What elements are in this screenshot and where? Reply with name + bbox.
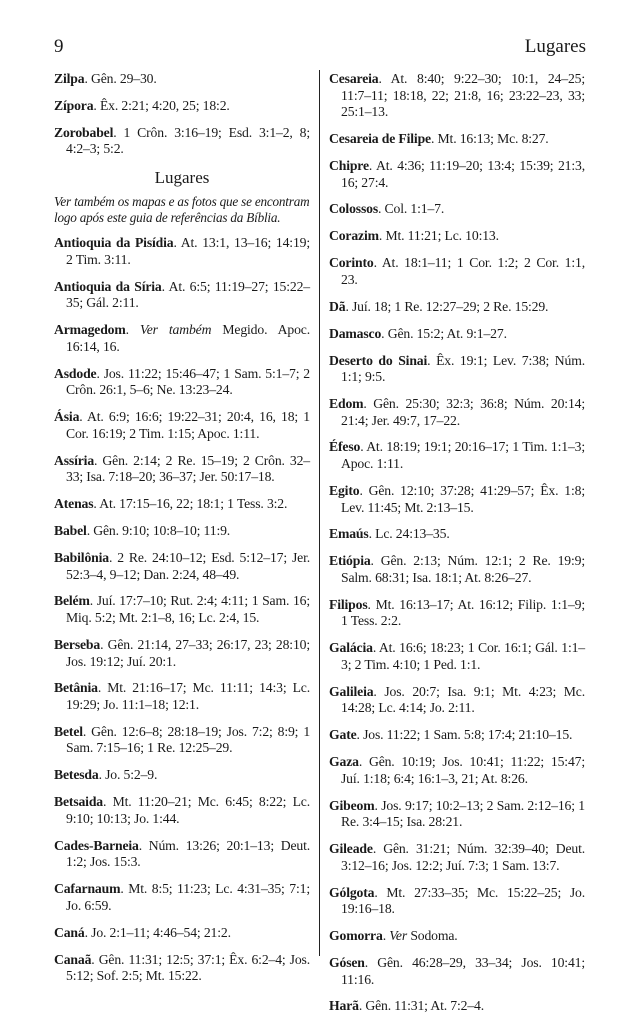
entry: Cesareia. At. 8:40; 9:22–30; 10:1, 24–25; 11:7–11; 18:18, 22; 21:8, 16; 23:22–23, 33; 25:1–13. bbox=[329, 71, 585, 120]
entry-refs: Gên. 12:6–8; 28:18–19; Jos. 7:2; 8:9; 1 Sam. 7:15–16; 1 Re. 12:25–29. bbox=[66, 723, 311, 756]
entry-refs: 2 Re. 24:10–12; Esd. 5:12–17; Jer. 52:3–4, 9–12; Dan. 2:24, 48–49. bbox=[66, 549, 310, 582]
entry-refs: At. 6:9; 16:6; 19:22–31; 20:4, 16, 18; 1 Cor. 16:19; 2 Tim. 1:15; Apoc. 1:11. bbox=[66, 409, 310, 441]
entry-refs: Êx. 2:21; 4:20, 25; 18:2. bbox=[99, 97, 230, 113]
entry-refs: Gên. 29–30. bbox=[91, 71, 157, 86]
entry: Babel. Gên. 9:10; 10:8–10; 11:9. bbox=[54, 523, 231, 539]
entry: Berseba. Gên. 21:14, 27–33; 26:17, 23; 28:10; Jos. 19:12; Juí. 20:1. bbox=[54, 636, 310, 669]
entry: Zípora. Êx. 2:21; 4:20, 25; 18:2. bbox=[54, 97, 230, 113]
right-entries-b bbox=[329, 955, 585, 1015]
entry: Filipos. Mt. 16:13–17; At. 16:12; Filip. 1:1–9; 1 Tess. 2:2. bbox=[329, 596, 585, 629]
section-intro: Ver também os mapas e as fotos que se encontram logo após este guia de referências da Bíblia. bbox=[54, 194, 310, 226]
entry-term: Corazim bbox=[329, 228, 379, 244]
entry-refs: Gên. 15:2; At. 9:1–27. bbox=[387, 325, 507, 341]
entry-term: Armagedom bbox=[54, 322, 126, 338]
entry: Emaús. Lc. 24:13–35. bbox=[329, 526, 450, 542]
entry-refs: At. 18:1–11; 1 Cor. 1:2; 2 Cor. 1:1, 23. bbox=[341, 255, 585, 287]
entry-term: Corinto bbox=[329, 255, 374, 271]
entry-refs: 1 Crôn. 3:16–19; Esd. 3:1–2, 8; 4:2–3; 5:2. bbox=[66, 124, 310, 157]
entry-term: Emaús bbox=[329, 526, 369, 542]
entry-refs: Gên. 2:13; Núm. 12:1; 2 Re. 19:9; Salm. 68:31; Isa. 18:1; At. 8:26–27. bbox=[341, 553, 585, 585]
entry-term: Gósen bbox=[329, 954, 365, 970]
entry-refs: Jo. 5:2–9. bbox=[105, 767, 158, 783]
entry-term: Egito bbox=[329, 482, 360, 498]
entry-term: Edom bbox=[329, 395, 364, 411]
entry: Antioquia da Síria. At. 6:5; 11:19–27; 15:22–35; Gál. 2:11. bbox=[54, 278, 310, 311]
entry: Cafarnaum. Mt. 8:5; 11:23; Lc. 4:31–35; 7:1; Jo. 6:59. bbox=[54, 881, 310, 913]
entry-refs: Mt. 11:20–21; Mc. 6:45; 8:22; Lc. 9:10; 10:13; Jo. 1:44. bbox=[66, 794, 310, 826]
entry-refs: At. 4:36; 11:19–20; 13:4; 15:39; 21:3, 16; 27:4. bbox=[341, 157, 585, 190]
entry-term: Zípora bbox=[54, 97, 94, 113]
entry-refs: Núm. 13:26; 20:1–13; Deut. 1:2; Jos. 15:3. bbox=[66, 837, 310, 870]
running-title: Lugares bbox=[524, 36, 586, 57]
entry: Harã. Gên. 11:31; At. 7:2–4. bbox=[329, 998, 484, 1014]
entry: Etiópia. Gên. 2:13; Núm. 12:1; 2 Re. 19:9; Salm. 68:31; Isa. 18:1; At. 8:26–27. bbox=[329, 553, 585, 585]
entry: Corazim. Mt. 11:21; Lc. 10:13. bbox=[329, 228, 499, 244]
entry: Cesareia de Filipe. Mt. 16:13; Mc. 8:27. bbox=[329, 131, 549, 147]
entry-term: Éfeso bbox=[329, 439, 361, 455]
left-entries-b bbox=[54, 366, 310, 985]
entry-term: Cades-Barneia bbox=[54, 837, 139, 853]
entry-term: Damasco bbox=[329, 325, 382, 341]
entry-term: Galácia bbox=[329, 640, 373, 656]
entry-term: Zilpa bbox=[54, 71, 85, 86]
entry: Gósen. Gên. 46:28–29, 33–34; Jos. 10:41; 11:16. bbox=[329, 954, 586, 987]
entry-term: Asdode bbox=[54, 365, 97, 381]
entry: Antioquia da Pisídia. At. 13:1, 13–16; 14:19; 2 Tim. 3:11. bbox=[54, 235, 310, 267]
entry-refs: Gên. 46:28–29, 33–34; Jos. 10:41; 11:16. bbox=[341, 954, 586, 987]
right-entries-a bbox=[329, 71, 585, 918]
entry: Betsaida. Mt. 11:20–21; Mc. 6:45; 8:22; Lc. 9:10; 10:13; Jo. 1:44. bbox=[54, 794, 310, 826]
entry-refs: Juí. 17:7–10; Rut. 2:4; 4:11; 1 Sam. 16; Miq. 5:2; Mt. 2:1–8, 16; Lc. 2:4, 15. bbox=[66, 593, 310, 626]
entry-term: Babilônia bbox=[54, 549, 109, 565]
entry: Canaã. Gên. 11:31; 12:5; 37:1; Êx. 6:2–4; Jos. 5:12; Sof. 2:5; Mt. 15:22. bbox=[54, 951, 310, 984]
see-label: Ver bbox=[389, 928, 408, 944]
entry-term: Cesareia de Filipe bbox=[329, 131, 431, 147]
entry-refs: Jos. 20:7; Isa. 9:1; Mt. 4:23; Mc. 14:28; Lc. 4:14; Jo. 2:11. bbox=[341, 683, 585, 716]
entry-term: Gólgota bbox=[329, 884, 375, 900]
entry-refs: At. 18:19; 19:1; 20:16–17; 1 Tim. 1:1–3; Apoc. 1:11. bbox=[341, 439, 585, 472]
entry-term: Deserto do Sinai bbox=[329, 352, 428, 368]
entry: Galileia. Jos. 20:7; Isa. 9:1; Mt. 4:23; Mc. 14:28; Lc. 4:14; Jo. 2:11. bbox=[329, 683, 585, 716]
entry-refs: Juí. 18; 1 Re. 12:27–29; 2 Re. 15:29. bbox=[351, 298, 549, 314]
entry: Damasco. Gên. 15:2; At. 9:1–27. bbox=[329, 325, 507, 341]
entry-refs: Gên. 2:14; 2 Re. 15–19; 2 Crôn. 32–33; Isa. 7:18–20; 36–37; Jer. 50:17–18. bbox=[66, 452, 311, 485]
entry-refs: Gên. 11:31; At. 7:2–4. bbox=[365, 998, 484, 1014]
entry-term: Chipre bbox=[329, 157, 369, 173]
entry: Gaza. Gên. 10:19; Jos. 10:41; 11:22; 15:47; Juí. 1:18; 6:4; 16:1–3, 21; At. 8:26. bbox=[329, 754, 586, 786]
section-title: Lugares bbox=[154, 168, 210, 188]
entry: Cades-Barneia. Núm. 13:26; 20:1–13; Deut. 1:2; Jos. 15:3. bbox=[54, 837, 310, 870]
entry-term: Filipos bbox=[329, 596, 368, 612]
entry-term: Cesareia bbox=[329, 71, 379, 86]
entry-term: Galileia bbox=[329, 683, 374, 699]
entry: Edom. Gên. 25:30; 32:3; 36:8; Núm. 20:14; 21:4; Jer. 49:7, 17–22. bbox=[329, 395, 585, 428]
entry: Egito. Gên. 12:10; 37:28; 41:29–57; Êx. 1:8; Lev. 11:45; Mt. 2:13–15. bbox=[329, 482, 585, 515]
left-top-entries bbox=[54, 71, 310, 158]
entry-term: Betsaida bbox=[54, 794, 103, 810]
entry-refs: At. 17:15–16, 22; 18:1; 1 Tess. 3:2. bbox=[99, 496, 288, 512]
entry-refs: Megido. Apoc. 16:14, 16. bbox=[66, 322, 310, 354]
entry: Gomorra. Ver Sodoma. bbox=[329, 928, 458, 944]
entry-refs: Mt. 27:33–35; Mc. 15:22–25; Jo. 19:16–18. bbox=[341, 884, 586, 917]
entry-refs: Gên. 21:14, 27–33; 26:17, 23; 28:10; Jos. 19:12; Juí. 20:1. bbox=[66, 636, 310, 669]
entry: Belém. Juí. 17:7–10; Rut. 2:4; 4:11; 1 Sam. 16; Miq. 5:2; Mt. 2:1–8, 16; Lc. 2:4, 15. bbox=[54, 593, 310, 626]
entry-refs: Sodoma. bbox=[410, 928, 458, 944]
entry-term: Colossos bbox=[329, 201, 378, 217]
left-column bbox=[54, 71, 310, 995]
entry-refs: Gên. 25:30; 32:3; 36:8; Núm. 20:14; 21:4; Jer. 49:7, 17–22. bbox=[341, 395, 585, 428]
entry: Gólgota. Mt. 27:33–35; Mc. 15:22–25; Jo. 19:16–18. bbox=[329, 884, 586, 917]
entry-refs: Jos. 11:22; 15:46–47; 1 Sam. 5:1–7; 2 Crôn. 26:1, 5–6; Ne. 13:23–24. bbox=[66, 365, 311, 398]
entry-term: Atenas bbox=[54, 496, 94, 512]
page-number: 9 bbox=[54, 36, 64, 57]
entry-term: Gibeom bbox=[329, 797, 375, 813]
entry: Betel. Gên. 12:6–8; 28:18–19; Jos. 7:2; 8:9; 1 Sam. 7:15–16; 1 Re. 12:25–29. bbox=[54, 723, 311, 756]
entry-term: Caná bbox=[54, 924, 85, 940]
left-entries-a bbox=[54, 235, 310, 312]
entry-term: Dã bbox=[329, 298, 346, 314]
see-also-label: Ver também bbox=[140, 322, 212, 338]
entry: Assíria. Gên. 2:14; 2 Re. 15–19; 2 Crôn. 32–33; Isa. 7:18–20; 36–37; Jer. 50:17–18. bbox=[54, 452, 311, 485]
entry-term: Gaza bbox=[329, 754, 359, 770]
entry-term: Berseba bbox=[54, 636, 101, 652]
entry-refs: Jos. 9:17; 10:2–13; 2 Sam. 2:12–16; 1 Re. 3:4–15; Isa. 28:21. bbox=[341, 797, 585, 830]
entry-refs: Gên. 10:19; Jos. 10:41; 11:22; 15:47; Juí. 1:18; 6:4; 16:1–3, 21; At. 8:26. bbox=[341, 754, 586, 786]
entry-refs: At. 16:6; 18:23; 1 Cor. 16:1; Gál. 1:1–3; 2 Tim. 4:10; 1 Ped. 1:1. bbox=[341, 640, 585, 672]
column-divider bbox=[319, 70, 320, 956]
entry: Atenas. At. 17:15–16, 22; 18:1; 1 Tess. 3:2. bbox=[54, 496, 288, 512]
entry-refs: Êx. 19:1; Lev. 7:38; Núm. 1:1; 9:5. bbox=[341, 352, 585, 385]
running-header bbox=[54, 36, 586, 62]
entry: Asdode. Jos. 11:22; 15:46–47; 1 Sam. 5:1–7; 2 Crôn. 26:1, 5–6; Ne. 13:23–24. bbox=[54, 365, 311, 398]
entry-term: Etiópia bbox=[329, 553, 371, 569]
entry: Gileade. Gên. 31:21; Núm. 32:39–40; Deut. 3:12–16; Jos. 12:2; Juí. 7:3; 1 Sam. 13:7. bbox=[329, 841, 585, 873]
entry: Betânia. Mt. 21:16–17; Mc. 11:11; 14:3; Lc. 19:29; Jo. 11:1–18; 12:1. bbox=[54, 680, 310, 712]
entry: Chipre. At. 4:36; 11:19–20; 13:4; 15:39; 21:3, 16; 27:4. bbox=[329, 157, 585, 190]
entry-term: Gomorra bbox=[329, 928, 383, 944]
entry-refs: Jos. 11:22; 1 Sam. 5:8; 17:4; 21:10–15. bbox=[363, 727, 573, 743]
entry-refs: Gên. 31:21; Núm. 32:39–40; Deut. 3:12–16; Jos. 12:2; Juí. 7:3; 1 Sam. 13:7. bbox=[341, 841, 585, 873]
entry: Zilpa. Gên. 29–30. bbox=[54, 71, 157, 86]
entry-refs: Gên. 12:10; 37:28; 41:29–57; Êx. 1:8; Lev. 11:45; Mt. 2:13–15. bbox=[341, 482, 585, 515]
entry-refs: Mt. 16:13–17; At. 16:12; Filip. 1:1–9; 1 Tess. 2:2. bbox=[341, 596, 585, 629]
entry: Colossos. Col. 1:1–7. bbox=[329, 201, 445, 217]
entry-refs: At. 8:40; 9:22–30; 10:1, 24–25; 11:7–11; 18:18, 22; 21:8, 16; 23:22–23, 33; 25:1–13. bbox=[341, 71, 585, 120]
entry-refs: Lc. 24:13–35. bbox=[375, 526, 450, 542]
entry: Armagedom. Ver também Megido. Apoc. 16:14, 16. bbox=[54, 322, 310, 354]
entry-refs: Mt. 16:13; Mc. 8:27. bbox=[437, 131, 549, 147]
entry-term: Gileade bbox=[329, 841, 373, 857]
entry: Gibeom. Jos. 9:17; 10:2–13; 2 Sam. 2:12–16; 1 Re. 3:4–15; Isa. 28:21. bbox=[329, 797, 585, 830]
entry-term: Zorobabel bbox=[54, 124, 114, 140]
entry-refs: Mt. 11:21; Lc. 10:13. bbox=[385, 228, 499, 244]
entry-term: Betesda bbox=[54, 767, 99, 783]
entry-refs: At. 13:1, 13–16; 14:19; 2 Tim. 3:11. bbox=[66, 235, 310, 267]
entry-term: Gate bbox=[329, 727, 357, 743]
entry: Zorobabel. 1 Crôn. 3:16–19; Esd. 3:1–2, 8; 4:2–3; 5:2. bbox=[54, 124, 310, 157]
entry-term: Ásia bbox=[54, 409, 80, 425]
entry-term: Betânia bbox=[54, 680, 98, 696]
entry-term: Belém bbox=[54, 593, 90, 609]
entry-term: Antioquia da Pisídia bbox=[54, 235, 174, 251]
entry-term: Antioquia da Síria bbox=[54, 278, 162, 294]
entry: Galácia. At. 16:6; 18:23; 1 Cor. 16:1; Gál. 1:1–3; 2 Tim. 4:10; 1 Ped. 1:1. bbox=[329, 640, 585, 672]
entry-refs: Jo. 2:1–11; 4:46–54; 21:2. bbox=[91, 924, 231, 940]
entry-refs: Mt. 8:5; 11:23; Lc. 4:31–35; 7:1; Jo. 6:59. bbox=[66, 881, 310, 913]
entry-refs: Col. 1:1–7. bbox=[384, 201, 445, 217]
entry: Deserto do Sinai. Êx. 19:1; Lev. 7:38; Núm. 1:1; 9:5. bbox=[329, 352, 585, 385]
right-column bbox=[329, 71, 585, 1025]
entry: Ásia. At. 6:9; 16:6; 19:22–31; 20:4, 16, 18; 1 Cor. 16:19; 2 Tim. 1:15; Apoc. 1:11. bbox=[54, 409, 310, 441]
entry: Éfeso. At. 18:19; 19:1; 20:16–17; 1 Tim. 1:1–3; Apoc. 1:11. bbox=[329, 439, 585, 472]
entry: Caná. Jo. 2:1–11; 4:46–54; 21:2. bbox=[54, 924, 231, 940]
entry-term: Canaã bbox=[54, 951, 92, 967]
entry: Gate. Jos. 11:22; 1 Sam. 5:8; 17:4; 21:10–15. bbox=[329, 727, 573, 743]
entry-term: Assíria bbox=[54, 452, 95, 468]
entry-refs: Gên. 11:31; 12:5; 37:1; Êx. 6:2–4; Jos. 5:12; Sof. 2:5; Mt. 15:22. bbox=[66, 951, 310, 984]
entry-refs: At. 6:5; 11:19–27; 15:22–35; Gál. 2:11. bbox=[66, 278, 310, 311]
entry: Betesda. Jo. 5:2–9. bbox=[54, 767, 158, 783]
entry-term: Harã bbox=[329, 998, 359, 1014]
entry: Dã. Juí. 18; 1 Re. 12:27–29; 2 Re. 15:29. bbox=[329, 298, 549, 314]
entry-refs: Gên. 9:10; 10:8–10; 11:9. bbox=[93, 523, 231, 539]
entry-term: Cafarnaum bbox=[54, 881, 121, 897]
entry: Babilônia. 2 Re. 24:10–12; Esd. 5:12–17; Jer. 52:3–4, 9–12; Dan. 2:24, 48–49. bbox=[54, 549, 310, 582]
entry: Corinto. At. 18:1–11; 1 Cor. 1:2; 2 Cor. 1:1, 23. bbox=[329, 255, 585, 287]
entry-term: Betel bbox=[54, 723, 83, 739]
entry-term: Babel bbox=[54, 523, 87, 539]
entry-refs: Mt. 21:16–17; Mc. 11:11; 14:3; Lc. 19:29; Jo. 11:1–18; 12:1. bbox=[66, 680, 310, 712]
